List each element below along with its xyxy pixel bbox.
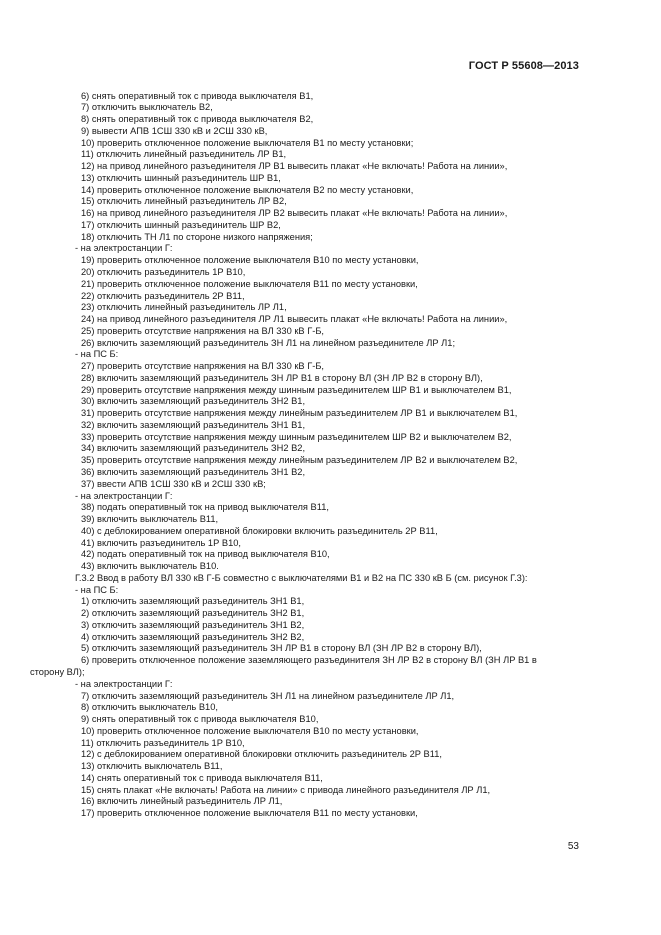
text-line	[0, 785, 661, 797]
text-line-content: 13) отключить выключатель В11,	[81, 761, 223, 772]
text-line	[0, 91, 661, 103]
text-line-content: 1) отключить заземляющий разъединитель ЗН1 В1,	[81, 596, 305, 607]
text-line-content: - на электростанции Г:	[75, 678, 173, 689]
text-line-content: - на ПС Б:	[75, 349, 119, 360]
text-line	[0, 796, 661, 808]
text-line	[0, 514, 661, 526]
text-line-content: 17) проверить отключенное положение выключателя В11 по месту установки,	[81, 808, 418, 819]
text-line	[0, 491, 661, 503]
text-line-content: 12) с деблокированием оперативной блокировки отключить разъединитель 2Р В11,	[81, 749, 442, 760]
text-line	[0, 585, 661, 597]
text-line	[0, 432, 661, 444]
text-line	[0, 173, 661, 185]
text-line-content: 33) проверить отсутствие напряжения между шинным разъединителем ШР В2 и выключателем В2,	[81, 431, 512, 442]
text-line	[0, 808, 661, 820]
page-number: 53	[567, 841, 579, 852]
text-line	[0, 526, 661, 538]
text-line-content: 15) отключить линейный разъединитель ЛР В2,	[81, 196, 287, 207]
text-line-content: 4) отключить заземляющий разъединитель ЗН2 В2,	[81, 631, 305, 642]
text-line	[0, 761, 661, 773]
text-line	[0, 385, 661, 397]
text-line-content: 10) проверить отключенное положение выключателя В1 по месту установки;	[81, 137, 414, 148]
text-line-content: 21) проверить отключенное положение выключателя В11 по месту установки,	[81, 278, 418, 289]
text-line-content: 12) на привод линейного разъединителя ЛР В1 вывесить плакат «Не включать! Работа на линии»,	[81, 161, 508, 172]
text-line	[0, 538, 661, 550]
text-line-content: 37) ввести АПВ 1СШ 330 кВ и 2СШ 330 кВ;	[81, 478, 266, 489]
text-line-content: 7) отключить заземляющий разъединитель ЗН Л1 на линейном разъединителе ЛР Л1,	[81, 690, 455, 701]
text-line	[0, 302, 661, 314]
text-line	[0, 467, 661, 479]
text-line-content: 34) включить заземляющий разъединитель ЗН2 В2,	[81, 443, 306, 454]
text-line	[0, 608, 661, 620]
text-line-content: 3) отключить заземляющий разъединитель ЗН1 В2,	[81, 619, 305, 630]
text-line	[0, 773, 661, 785]
text-line-content: 16) включить линейный разъединитель ЛР Л1,	[81, 796, 283, 807]
text-line-content: 35) проверить отсутствие напряжения между линейным разъединителем ЛР В2 и выключателем В2,	[81, 455, 518, 466]
text-line-content: 41) включить разъединитель 1Р В10,	[81, 537, 242, 548]
text-line	[0, 291, 661, 303]
text-line	[0, 655, 661, 667]
text-line-content: 17) отключить шинный разъединитель ШР В2,	[81, 219, 281, 230]
text-line	[0, 326, 661, 338]
text-line	[0, 396, 661, 408]
text-line	[0, 196, 661, 208]
text-line	[0, 620, 661, 632]
text-line-content: 6) снять оперативный ток с привода выключателя В1,	[81, 90, 314, 101]
text-line-content: 36) включить заземляющий разъединитель ЗН1 В2,	[81, 467, 306, 477]
text-line-content: 27) проверить отсутствие напряжения на ВЛ 330 кВ Г-Б,	[81, 361, 325, 372]
text-line-content: 9) вывести АПВ 1СШ 330 кВ и 2СШ 330 кВ,	[81, 125, 268, 136]
text-line	[0, 373, 661, 385]
text-line	[0, 561, 661, 573]
text-line-content: 8) снять оперативный ток с привода выключателя В2,	[81, 114, 314, 125]
text-line	[0, 455, 661, 467]
text-line	[0, 161, 661, 173]
text-line-content: 14) снять оперативный ток с привода выключателя В11,	[81, 772, 323, 783]
text-line	[0, 208, 661, 220]
text-line	[0, 738, 661, 750]
standard-header: ГОСТ Р 55608—2013	[468, 60, 579, 72]
text-line-content: 31) проверить отсутствие напряжения между линейным разъединителем ЛР В1 и выключателем В1,	[81, 408, 518, 419]
text-line	[0, 114, 661, 126]
text-line	[0, 702, 661, 714]
text-line-content: 24) на привод линейного разъединителя ЛР Л1 вывесить плакат «Не включать! Работа на линии»,	[81, 314, 508, 325]
text-line-content: 11) отключить линейный разъединитель ЛР В1,	[81, 149, 287, 160]
text-line-content: 43) включить выключатель В10.	[81, 561, 219, 572]
text-line-content: 16) на привод линейного разъединителя ЛР В2 вывесить плакат «Не включать! Работа на линии»,	[81, 208, 508, 219]
text-line-content: 5) отключить заземляющий разъединитель ЗН ЛР В1 в сторону ВЛ (ЗН ЛР В2 в сторону ВЛ),	[81, 643, 482, 654]
text-line	[0, 726, 661, 738]
text-line-content: 8) отключить выключатель В10,	[81, 702, 218, 713]
text-line-content: 30) включить заземляющий разъединитель ЗН2 В1,	[81, 396, 306, 407]
text-line-content: 18) отключить ТН Л1 по стороне низкого напряжения;	[81, 231, 313, 242]
text-line	[0, 443, 661, 455]
text-line-content: 25) проверить отсутствие напряжения на ВЛ 330 кВ Г-Б,	[81, 325, 325, 336]
text-line-content: 15) снять плакат «Не включать! Работа на линии» с привода линейного разъединителя ЛР Л1,	[81, 784, 491, 795]
text-line	[0, 749, 661, 761]
text-line	[0, 138, 661, 150]
text-line-content: сторону ВЛ);	[30, 667, 85, 678]
text-line-content: 11) отключить разъединитель 1Р В10,	[81, 737, 245, 748]
text-line-content: 39) включить выключатель В11,	[81, 514, 219, 525]
text-line	[0, 714, 661, 726]
text-line-content: 7) отключить выключатель В2,	[81, 102, 213, 113]
text-line	[0, 279, 661, 291]
text-line	[0, 349, 661, 361]
text-line	[0, 220, 661, 232]
text-line-content: 6) проверить отключенное положение заземляющего разъединителя ЗН ЛР В2 в сторону ВЛ (ЗН ЛР В1 в	[81, 655, 537, 666]
text-line	[0, 502, 661, 514]
text-line-content: 28) включить заземляющий разъединитель ЗН ЛР В1 в сторону ВЛ (ЗН ЛР В2 в сторону ВЛ),	[81, 372, 483, 383]
text-line	[0, 573, 661, 585]
text-line-content: - на ПС Б:	[75, 584, 119, 595]
text-line-content: 22) отключить разъединитель 2Р В11,	[81, 290, 245, 301]
text-line	[0, 232, 661, 244]
text-line	[0, 314, 661, 326]
text-line	[0, 667, 661, 679]
text-line	[0, 361, 661, 373]
text-line	[0, 679, 661, 691]
text-line	[0, 185, 661, 197]
text-line	[0, 267, 661, 279]
text-line-content: - на электростанции Г:	[75, 490, 173, 501]
text-line-content: 29) проверить отсутствие напряжения между шинным разъединителем ШР В1 и выключателем В1,	[81, 384, 512, 395]
text-line	[0, 255, 661, 267]
text-line-content: 32) включить заземляющий разъединитель ЗН1 В1,	[81, 419, 306, 430]
text-line	[0, 691, 661, 703]
text-line-content: 23) отключить линейный разъединитель ЛР Л1,	[81, 302, 287, 313]
text-line-content: 10) проверить отключенное положение выключателя В10 по месту установки,	[81, 725, 419, 736]
text-line	[0, 243, 661, 255]
text-line	[0, 149, 661, 161]
text-line-content: 26) включить заземляющий разъединитель ЗН Л1 на линейном разъединителе ЛР Л1;	[81, 337, 456, 348]
text-line	[0, 408, 661, 420]
text-line	[0, 126, 661, 138]
text-line-content: 9) снять оперативный ток с привода выключателя В10,	[81, 714, 319, 725]
text-line-content: - на электростанции Г:	[75, 243, 173, 254]
text-line	[0, 102, 661, 114]
text-line	[0, 479, 661, 491]
text-line-content: 40) с деблокированием оперативной блокировки включить разъединитель 2Р В11,	[81, 525, 438, 536]
procedure-text	[0, 91, 661, 820]
text-line-content: 38) подать оперативный ток на привод выключателя В11,	[81, 502, 329, 513]
text-line-content: 2) отключить заземляющий разъединитель ЗН2 В1,	[81, 608, 305, 619]
text-line-content: 14) проверить отключенное положение выключателя В2 по месту установки,	[81, 184, 414, 195]
text-line-content: 20) отключить разъединитель 1Р В10,	[81, 266, 246, 277]
text-line-content: 19) проверить отключенное положение выключателя В10 по месту установки,	[81, 255, 419, 266]
text-line	[0, 549, 661, 561]
text-line	[0, 643, 661, 655]
text-line	[0, 632, 661, 644]
text-line-content: Г.3.2 Ввод в работу ВЛ 330 кВ Г-Б совместно с выключателями В1 и В2 на ПС 330 кВ Б (см. рисунок Г.3):	[75, 572, 528, 583]
text-line	[0, 338, 661, 350]
text-line-content: 13) отключить шинный разъединитель ШР В1,	[81, 172, 281, 183]
text-line	[0, 420, 661, 432]
text-line-content: 42) подать оперативный ток на привод выключателя В10,	[81, 549, 330, 560]
text-line	[0, 596, 661, 608]
